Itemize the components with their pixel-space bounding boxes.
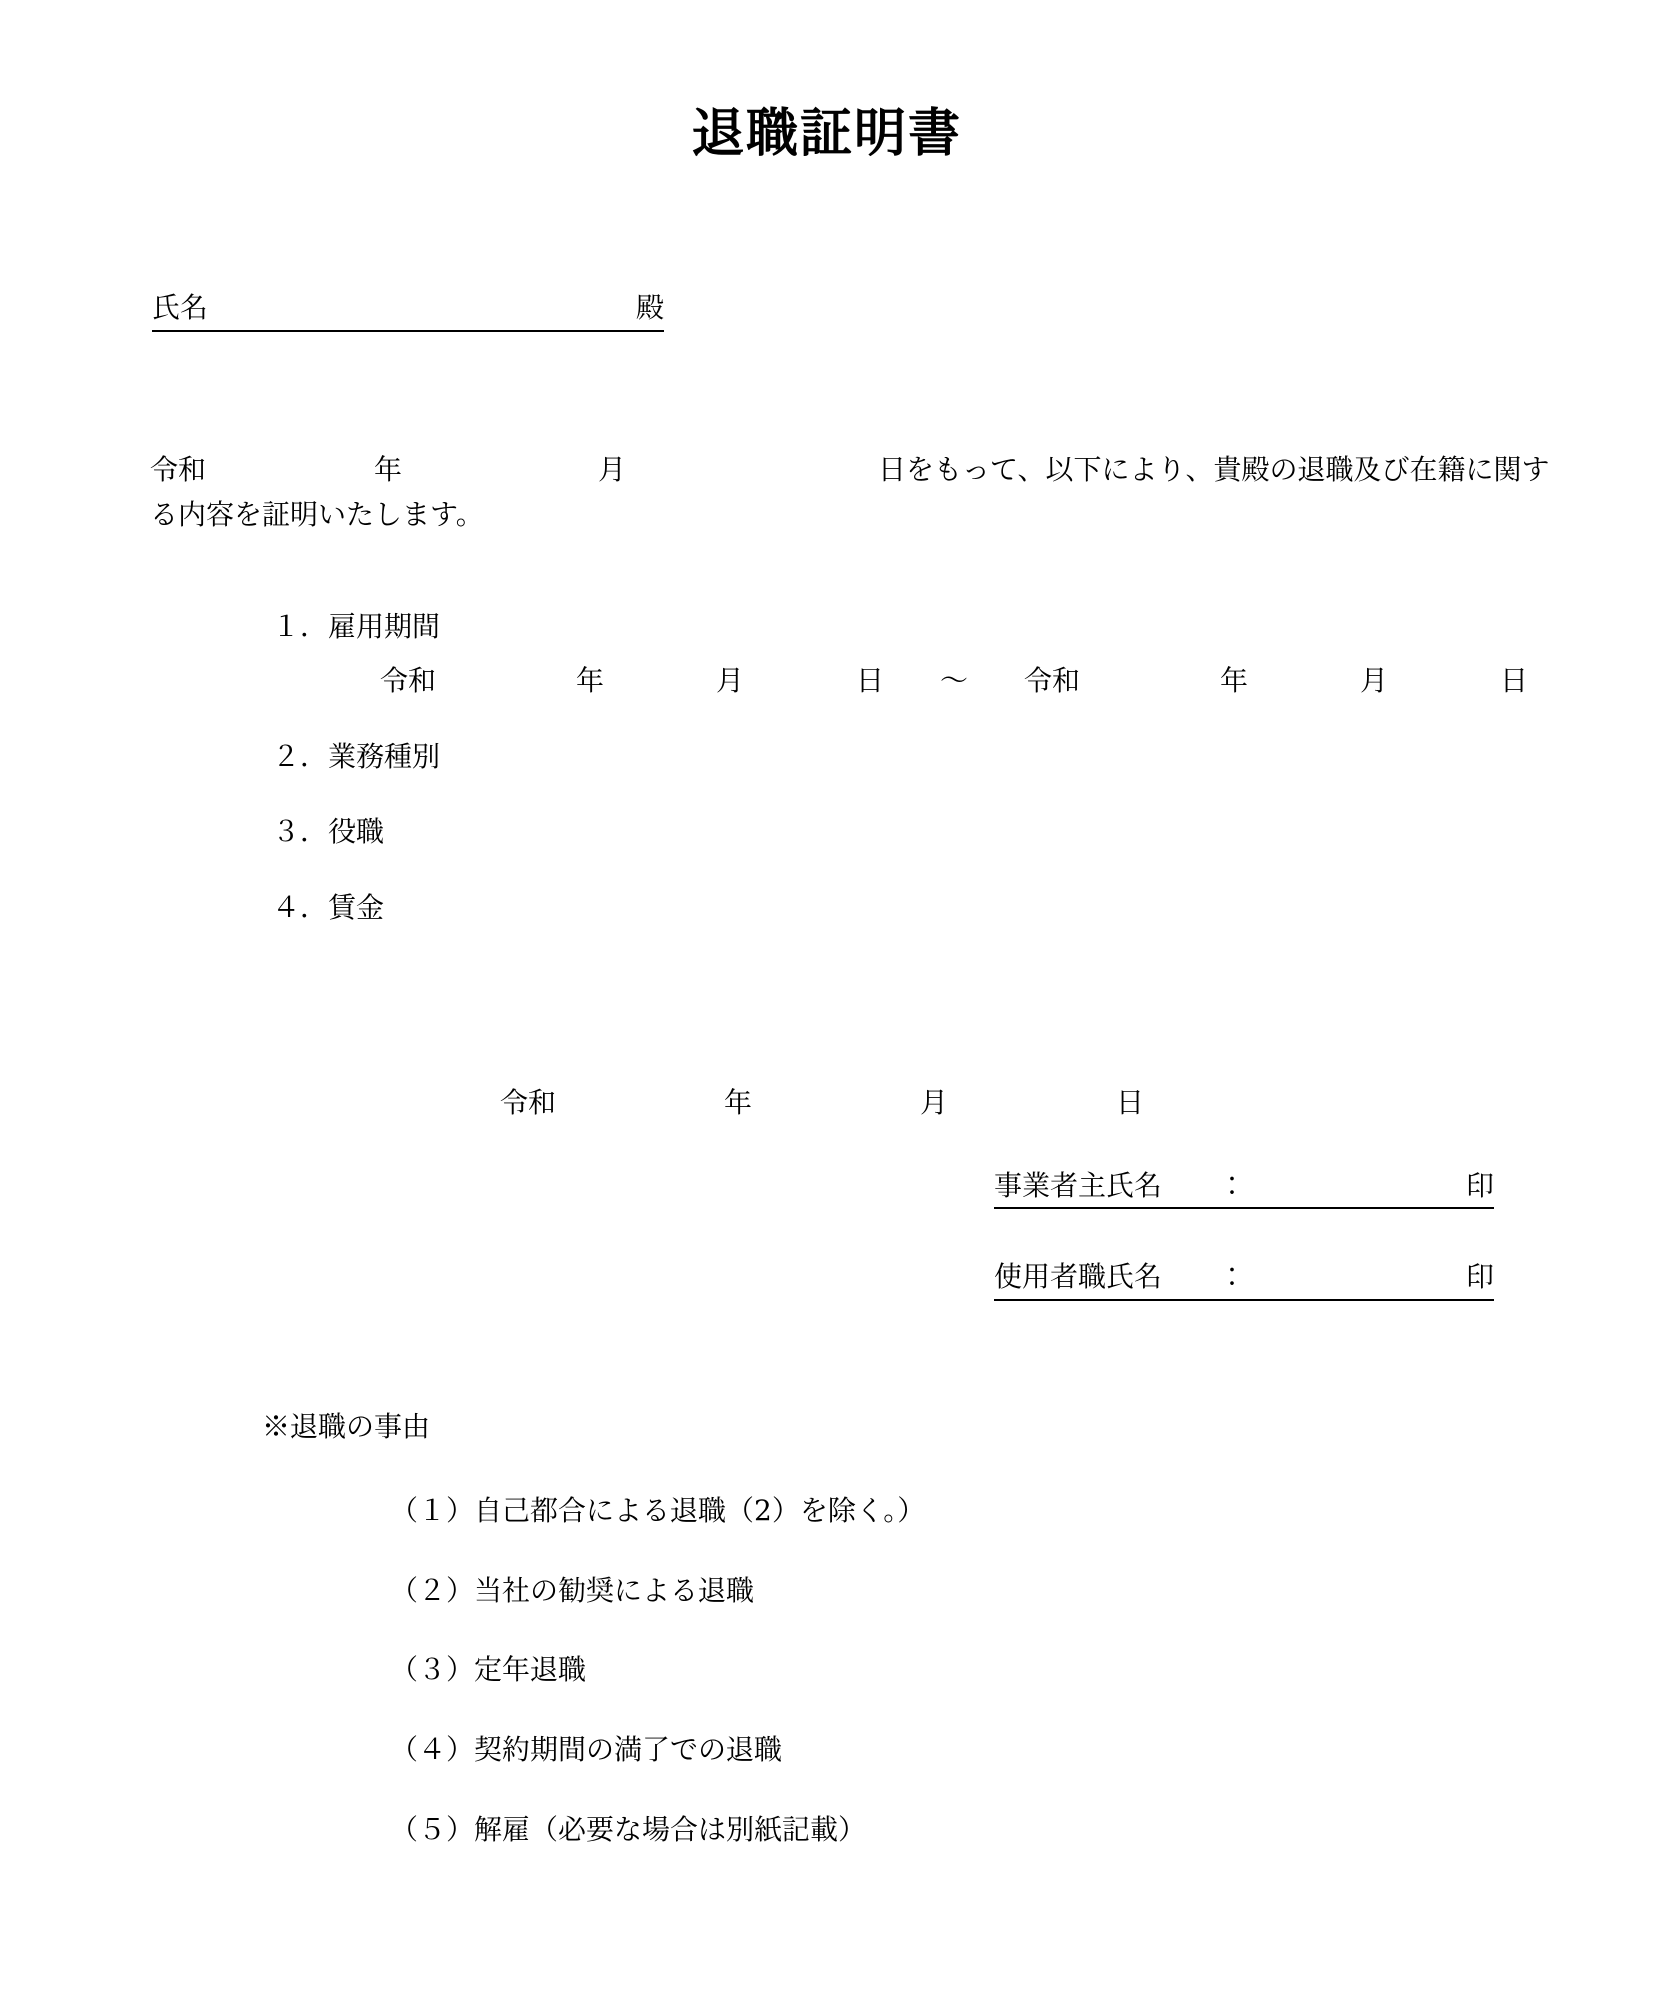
signature-row-user[interactable] bbox=[994, 1259, 1494, 1300]
signature-block bbox=[994, 1168, 1494, 1301]
issue-date-field[interactable]: 令和 年 月 日 bbox=[500, 1086, 1145, 1119]
resignation-reasons-section bbox=[262, 1408, 1462, 1849]
reason-option-1[interactable]: （１）自己都合による退職（2）を除く。） bbox=[390, 1493, 926, 1527]
item-wages bbox=[272, 889, 1522, 927]
resignation-reasons-heading: ※退職の事由 bbox=[262, 1410, 431, 1443]
seal-mark: 印 bbox=[1465, 1169, 1494, 1202]
signature-label: 事業者主氏名 ： bbox=[994, 1169, 1247, 1202]
addressee-label: 氏名 bbox=[152, 291, 209, 324]
intro-paragraph bbox=[150, 447, 1550, 538]
intro-line-2: る内容を証明いたします。 bbox=[150, 498, 484, 532]
item-heading: １．雇用期間 bbox=[272, 610, 441, 643]
reason-option-4[interactable]: （４）契約期間の満了での退職 bbox=[390, 1733, 783, 1767]
item-employment-period bbox=[272, 608, 1529, 700]
item-heading: ２．業務種別 bbox=[272, 739, 441, 773]
signature-row-employer[interactable] bbox=[994, 1168, 1494, 1209]
item-heading: ４．賃金 bbox=[272, 891, 385, 925]
page-title: 退職証明書 bbox=[691, 103, 962, 164]
seal-mark: 印 bbox=[1465, 1260, 1494, 1294]
item-list bbox=[272, 608, 1529, 965]
reason-option-5[interactable]: （５）解雇（必要な場合は別紙記載） bbox=[390, 1812, 867, 1846]
intro-line-1: 令和 年 月 日をもって、以下により、貴殿の退職及び在籍に関す bbox=[150, 453, 1550, 486]
addressee-honorific: 殿 bbox=[635, 291, 664, 324]
employment-period-range[interactable]: 令和 年 月 日 〜 令和 年 月 日 bbox=[380, 663, 1529, 697]
signature-label: 使用者職氏名 ： bbox=[994, 1260, 1247, 1294]
reason-option-2[interactable]: （２）当社の勧奨による退職 bbox=[390, 1573, 755, 1607]
item-job-type bbox=[272, 738, 1522, 776]
addressee-field[interactable] bbox=[152, 290, 664, 332]
item-heading: ３．役職 bbox=[272, 815, 385, 849]
reason-option-3[interactable]: （３）定年退職 bbox=[390, 1653, 587, 1687]
item-position bbox=[272, 813, 1522, 851]
